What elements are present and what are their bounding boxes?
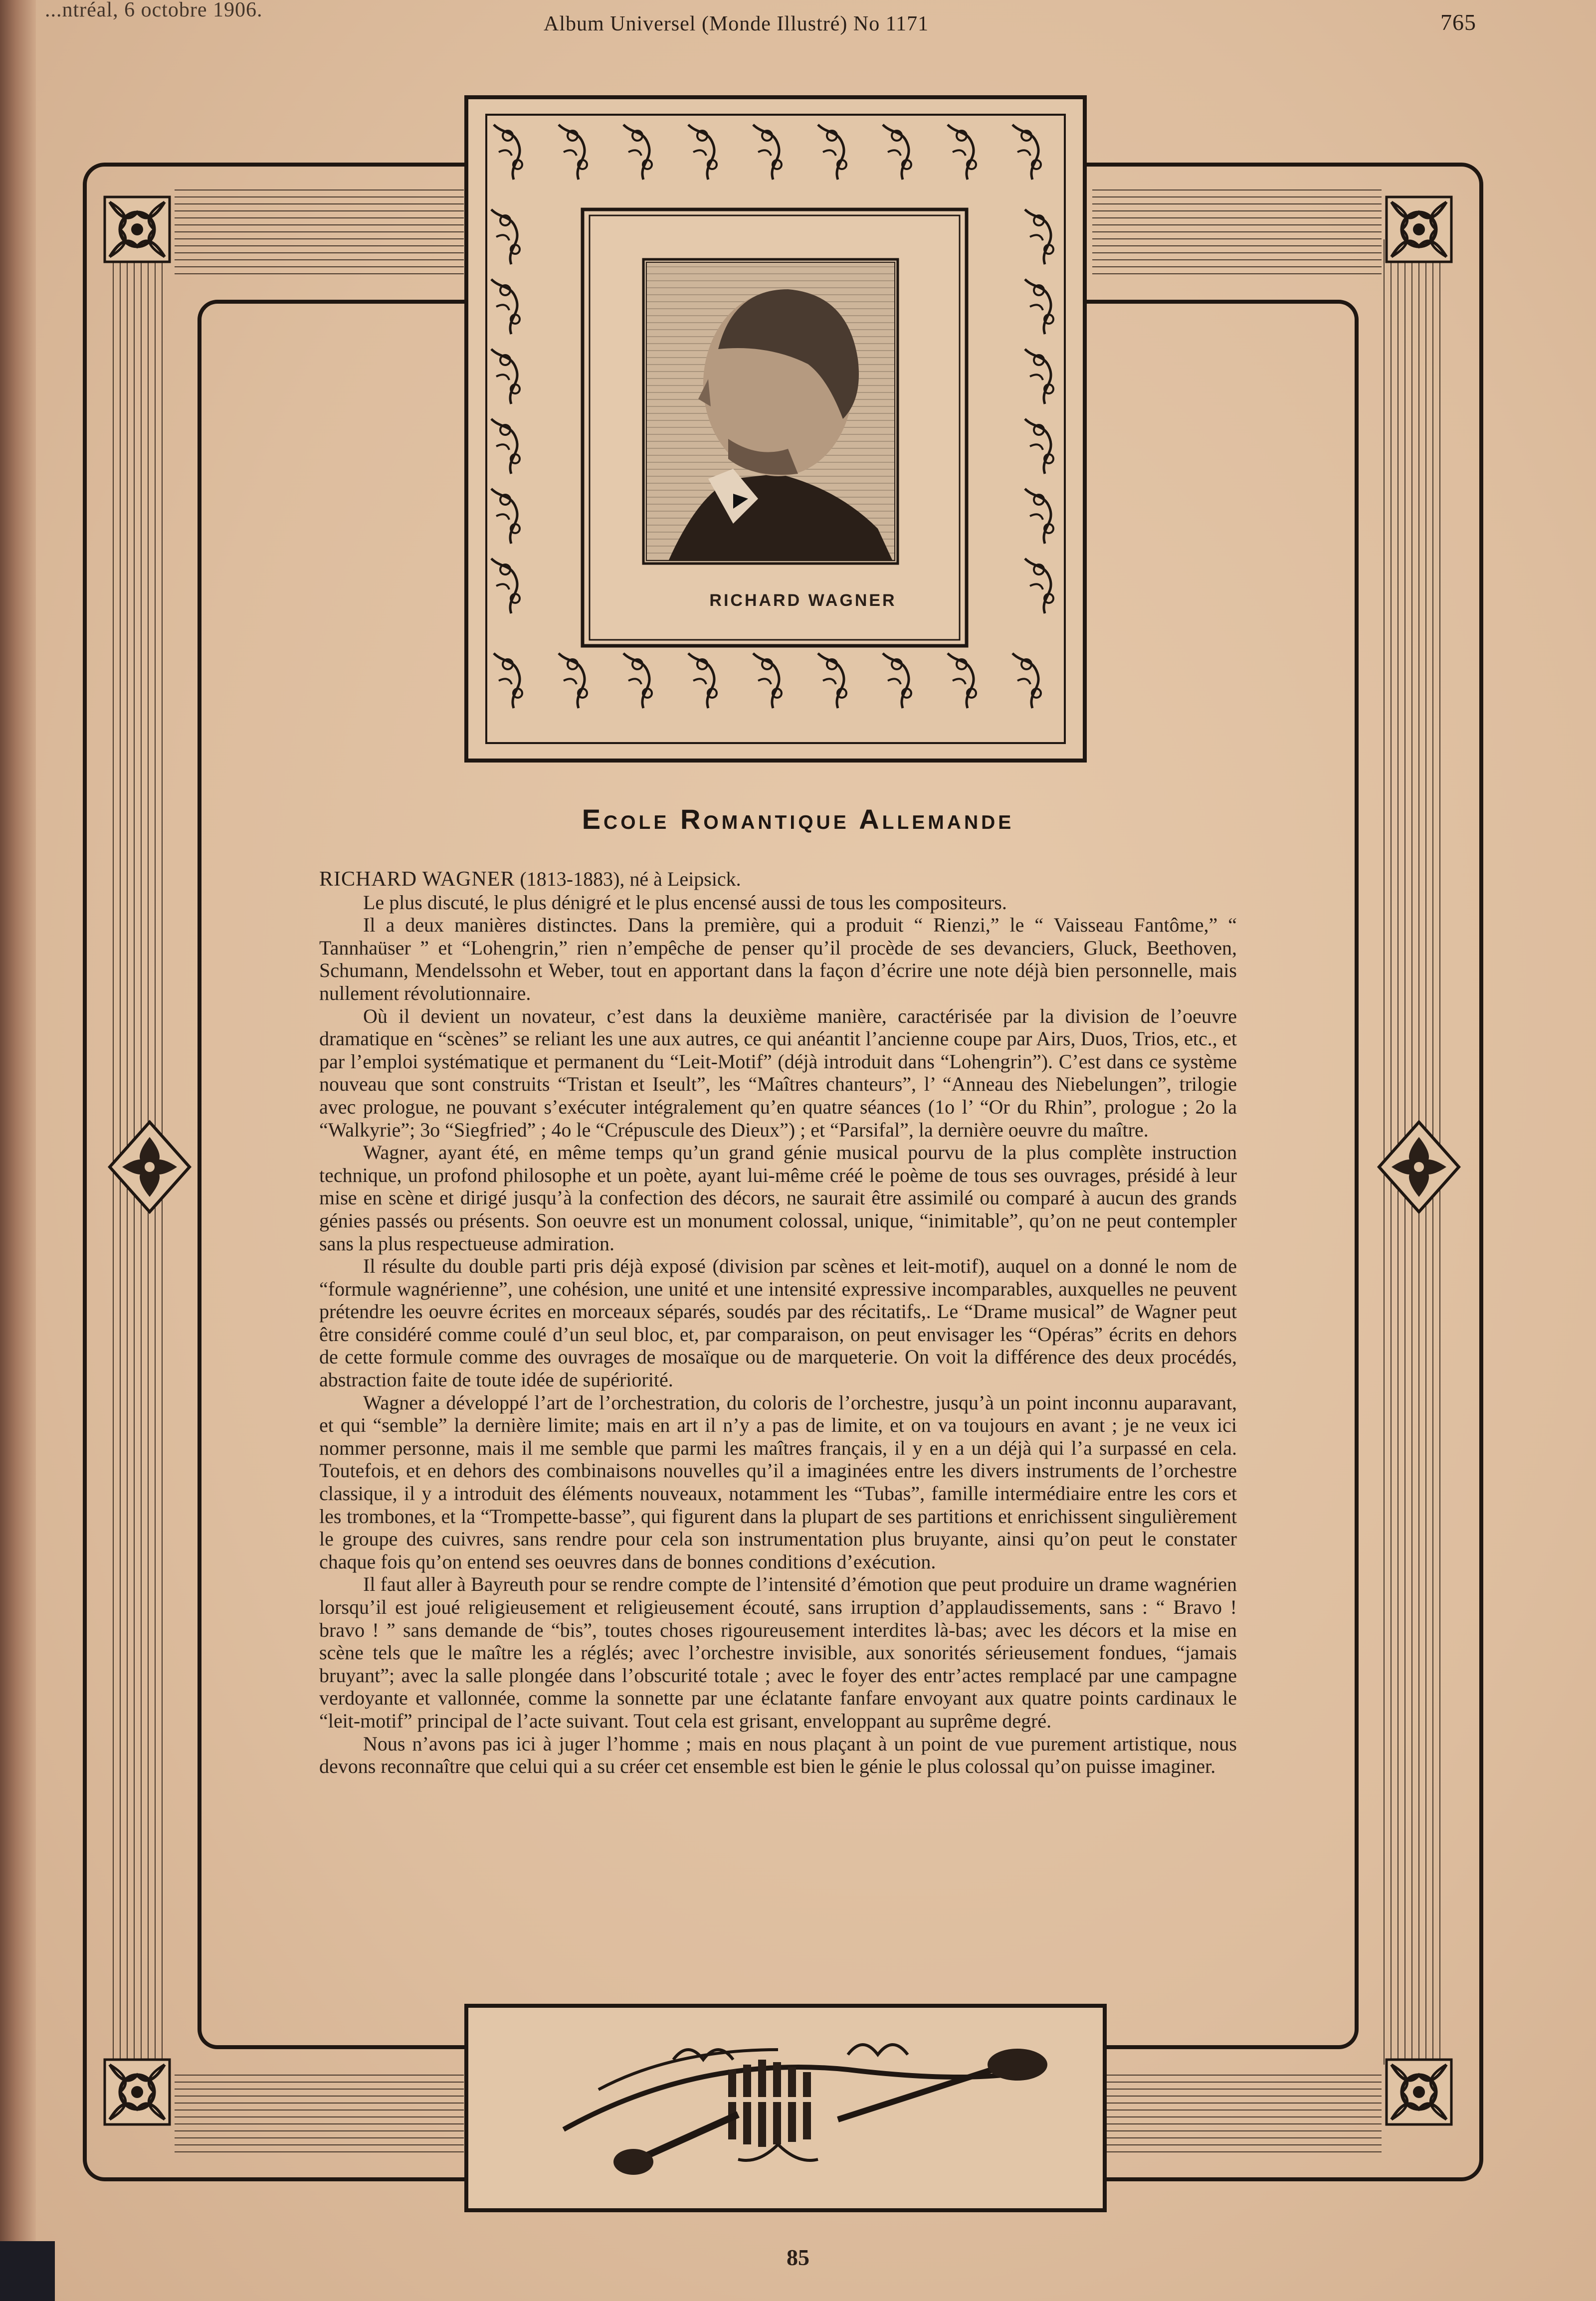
article-paragraph: Le plus discuté, le plus dénigré et le plus encensé aussi de tous les compositeurs. xyxy=(363,891,1007,914)
section-title-text: Ecole Romantique Allemande xyxy=(582,803,1014,835)
section-title xyxy=(279,803,1317,835)
article-paragraph: Nous n’avons pas ici à juger l’homme ; mais en nous plaçant à un point de vue purement artistique, nous devons reconnaître que celui qui a su créer cet ensemble est bien le génie le plus colossal qu’on puisse imaginer. xyxy=(319,1732,1237,1778)
article-paragraph: Wagner, ayant été, en même temps qu’un grand génie musical pourvu de la plus complète instruction technique, un profond philosophe et un poète, ayant lui-même créé le poème de tous ses ouvrages, présidé à leur mise en scène et dirigé jusqu’à la confection des décors, ne saurait être assimilé ou comparé à aucun des grands génies passés ou présents. Son oeuvre est un monument colossal, unique, “inimitable”, qu’on ne peut contempler sans la plus respectueuse admiration. xyxy=(319,1141,1237,1255)
article-paragraph: Il résulte du double parti pris déjà exposé (division par scènes et leit-motif), auquel on a donné le nom de “formule wagnérienne”, une cohésion, une unité et une intensité expressive incomparables, auxquelles ne peuvent prétendre les oeuvre écrites en morceaux séparés, soudés par des récitatifs,. Le “Drame musical” de Wagner peut être considéré comme coulé d’un seul bloc, et, par comparaison, on peut envisager les “Opéras” écrits en dehors de cette formule comme des ouvrages de mosaïque ou de marqueterie. On voit la différence des deux procédés, abstraction faite de toute idée de supériorité. xyxy=(319,1255,1237,1391)
portrait-caption: RICHARD WAGNER xyxy=(709,591,897,610)
article-lead xyxy=(319,868,1237,891)
folio-number: 85 xyxy=(787,2245,809,2270)
article-paragraph: Wagner a développé l’art de l’orchestration, du coloris de l’orchestre, jusqu’à un point inconnu auparavant, et qui “semble” la dernière limite; mais en art il n’y a pas de limite, et on va toujours en avant ; je ne veux ici nommer personne, mais il me semble que parmi les maîtres français, il y en a un déjà qui l’a surpassé en cela. Toutefois, et en dehors des combinaisons nouvelles qu’il a imaginées entre les divers instruments de l’orchestre classique, il y a introduit des éléments nouveaux, notamment les “Tubas”, famille intermédiaire entre les cors et les trombones, et la “Trompette-basse”, qui figurent dans la plupart de ses partitions et enrichissent singulièrement le groupe des cuivres, sans rendre pour cela son instrumentation plus bruyante, ainsi qu’on peut le constater chaque fois qu’on entend ses oeuvres dans de bonnes conditions d’exécution. xyxy=(319,1391,1237,1573)
portrait-engraving xyxy=(643,259,898,564)
running-head-date: ...ntréal, 6 octobre 1906. xyxy=(45,0,263,21)
article-paragraph: Il a deux manières distinctes. Dans la première, qui a produit “ Rienzi,” le “ Vaisseau Fantôme,” “ Tannhaüser ” et “Lohengrin,” rien n’empêche de penser qu’il procède de ses devanciers, Gluck, Beethoven, Schumann, Mendelssohn et Weber, tout en apportant dans la façon d’écrire une note déjà bien personnelle, mais nullement révolutionnaire. xyxy=(319,914,1237,1004)
article-paragraph: Il faut aller à Bayreuth pour se rendre compte de l’intensité d’émotion que peut produire un drame wagnérien lorsqu’il est joué religieusement et religieusement écouté, sans irruption d’applaudissements, sans : “ Bravo ! bravo ! ” sans demande de “bis”, toutes choses rigoureusement interdites là-bas; avec les décors et la mise en scène tels que le maître les a réglés; avec l’orchestre invisible, aux sonorités sérieusement fondues, “jamais bruyant”; avec la salle plongée dans l’obscurité totale ; avec le foyer des entr’actes remplacé par une campagne verdoyante et vallonnée, comme la sonnette par une éclatante fanfare envoyant aux quatre points cardinaux le “leit-motif” principal de l’acte suivant. Tout cela est grisant, enveloppant au suprême degré. xyxy=(319,1573,1237,1732)
article-body xyxy=(319,868,1237,1778)
article-lead-dates: (1813-1883), né à Leipsick. xyxy=(515,868,741,890)
running-head-title: Album Universel (Monde Illustré) No 1171 xyxy=(544,12,929,35)
article-lead-name: RICHARD WAGNER xyxy=(319,868,515,891)
floral-corner-ornament xyxy=(1387,197,1451,262)
floral-corner-ornament xyxy=(1387,2060,1451,2124)
floral-corner-ornament xyxy=(105,197,170,262)
article-paragraph: Où il devient un novateur, c’est dans la deuxième manière, caractérisée par la division de l’oeuvre dramatique en “scènes” se reliant les une aux autres, ce qui anéantit l’ancienne coupe par Airs, Duos, Trios, etc., et par l’emploi systématique et permanent du “Leit-Motif” (déjà introduit dans “Lohengrin”). C’est dans ce système nouveau que sont construits “Tristan et Iseult”, les “Maîtres chanteurs”, l’ “Anneau des Niebelungen”, trilogie avec prologue, ne pouvant s’exécuter intégralement qu’en quatre séances (1o l’ “Or du Rhin”, prologue ; 2o la “Walkyrie”; 3o “Siegfried” ; 4o le “Crépuscule des Dieux”) ; et “Parsifal”, la dernière oeuvre du maître. xyxy=(319,1004,1237,1141)
running-head-page-number: 765 xyxy=(1440,9,1476,35)
floral-corner-ornament xyxy=(105,2060,170,2124)
